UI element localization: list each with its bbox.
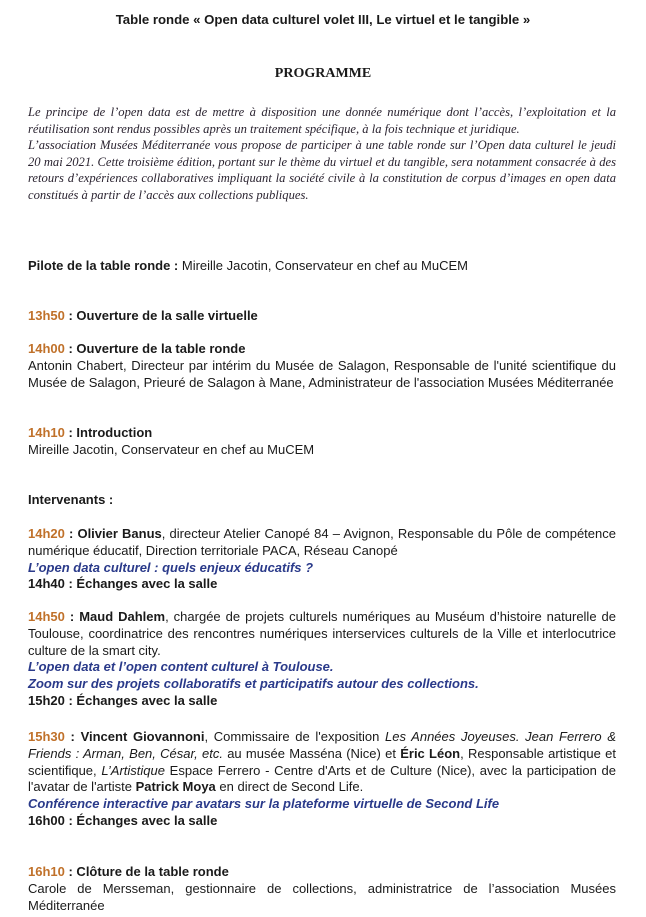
speaker-name: Maud Dahlem bbox=[79, 609, 166, 624]
exchange-line: 16h00 : Échanges avec la salle bbox=[28, 812, 218, 828]
speaker-time: 15h30 bbox=[28, 729, 65, 744]
exchange-line: 14h40 : Échanges avec la salle bbox=[28, 576, 218, 592]
talk-title: Conférence interactive par avatars sur la plateforme virtuelle de Second Life bbox=[28, 796, 500, 812]
schedule-description: Mireille Jacotin, Conservateur en chef au MuCEM bbox=[28, 441, 315, 457]
programme-heading: PROGRAMME bbox=[274, 66, 372, 81]
speaker-block: 14h50 : Maud Dahlem, chargée de projets culturels numériques au Muséum d’histoire naturelle de Toulouse, coordinatrice des rencontres numériques interservices culturels de la Ville et interlocutrice culture de la smart city. L’open data et l’open content culturel à Toulouse. Zoom sur des projets collaboratifs et participatifs autour des collections. 15h20 : Échanges avec la salle bbox=[28, 609, 616, 708]
speaker-name: Olivier Banus bbox=[77, 526, 162, 541]
schedule-title: : Ouverture de la salle virtuelle bbox=[64, 308, 258, 323]
schedule-item bbox=[28, 341, 616, 391]
speakers-heading: Intervenants : bbox=[28, 492, 114, 507]
intro-text bbox=[28, 104, 616, 204]
speaker-time: 14h20 bbox=[28, 526, 65, 541]
speaker-description: , chargée de projets culturels numériques au Muséum d’histoire naturelle de Toulouse, coordinatrice des rencontres numériques interservices culturels de la Ville et interlocutrice culture de la smart city. bbox=[28, 609, 616, 658]
document-title: Table ronde « Open data culturel volet III, Le virtuel et le tangible » bbox=[115, 12, 531, 27]
closing-block bbox=[28, 864, 616, 914]
closing-time: 16h10 bbox=[28, 864, 65, 879]
schedule-description: Antonin Chabert, Directeur par intérim du Musée de Salagon, Responsable de l'unité scientifique du Musée de Salagon, Prieuré de Salagon à Mane, Administrateur de l'association Musées Méditerranée bbox=[28, 357, 616, 390]
talk-title: L’open data culturel : quels enjeux éducatifs ? bbox=[28, 559, 314, 575]
exchange-line: 15h20 : Échanges avec la salle bbox=[28, 692, 218, 708]
schedule-time: 14h00 bbox=[28, 341, 65, 356]
artist-name: Patrick Moya bbox=[135, 779, 216, 795]
pilot-name: Mireille Jacotin, Conservateur en chef au MuCEM bbox=[178, 258, 468, 273]
schedule-title: : Ouverture de la table ronde bbox=[64, 341, 246, 356]
intro-paragraph-1: Le principe de l’open data est de mettre à disposition une donnée numérique dont l’accès, l’exploitation et la réutilisation sont rendus possibles après un traitement spécifique, à la fois technique et juridique. bbox=[28, 105, 616, 136]
intro-paragraph-2: L’association Musées Méditerranée vous propose de participer à une table ronde sur l’Open data culturel le jeudi 20 mai 2021. Cette troisième édition, portant sur le thème du virtuel et du tangible, sera notamment consacrée à des retours d’expériences collaboratives impliquant la société civile à la constitution de corpus d’images en open data constitués à partir de l’accès aux collections publiques. bbox=[28, 138, 616, 202]
talk-subtitle: Zoom sur des projets collaboratifs et participatifs autour des collections. bbox=[28, 676, 479, 692]
speaker-name: Vincent Giovannoni bbox=[80, 729, 205, 744]
exhibition-title: Les Années Joyeuses. Jean Ferrero & Friends : Arman, Ben, César, etc. bbox=[28, 729, 616, 761]
venue-name: L’Artistique bbox=[101, 762, 165, 778]
speaker-block: 14h20 : Olivier Banus, directeur Atelier Canopé 84 – Avignon, Responsable du Pôle de compétence numérique éducatif, Direction territoriale PACA, Réseau Canopé L’open data culturel : quels enjeux éducatifs ? 14h40 : Échanges avec la salle bbox=[28, 526, 616, 592]
speaker-time: 14h50 bbox=[28, 609, 65, 624]
schedule-time: 13h50 bbox=[28, 308, 65, 323]
closing-title: : Clôture de la table ronde bbox=[64, 864, 229, 879]
speaker-name-2: Éric Léon bbox=[400, 745, 461, 761]
speaker-description: , directeur Atelier Canopé 84 – Avignon, Responsable du Pôle de compétence numérique éducatif, Direction territoriale PACA, Réseau Canopé bbox=[28, 526, 616, 558]
schedule-item bbox=[28, 308, 616, 325]
speaker-block: 15h30 : Vincent Giovannoni, Commissaire de l'exposition Les Années Joyeuses. Jean Ferrero & Friends : Arman, Ben, César, etc. au musée Masséna (Nice) et Éric Léon, Responsable artistique et scientifique, L’Artistique Espace Ferrero - Centre d'Arts et de Culture (Nice), avec la participation de l'avatar de l'artiste Patrick Moya en direct de Second Life. Conférence interactive par avatars sur la plateforme virtuelle de Second Life 16h00 : Échanges avec la salle bbox=[28, 729, 616, 828]
closing-description: Carole de Mersseman, gestionnaire de collections, administratrice de l’association Musées Méditerranée bbox=[28, 880, 616, 913]
schedule-item bbox=[28, 425, 616, 459]
schedule-title: : Introduction bbox=[64, 425, 153, 440]
pilot-label: Pilote de la table ronde : bbox=[28, 258, 179, 273]
pilot-line bbox=[28, 258, 616, 275]
schedule-time: 14h10 bbox=[28, 425, 65, 440]
talk-title: L’open data et l’open content culturel à Toulouse. bbox=[28, 659, 334, 675]
